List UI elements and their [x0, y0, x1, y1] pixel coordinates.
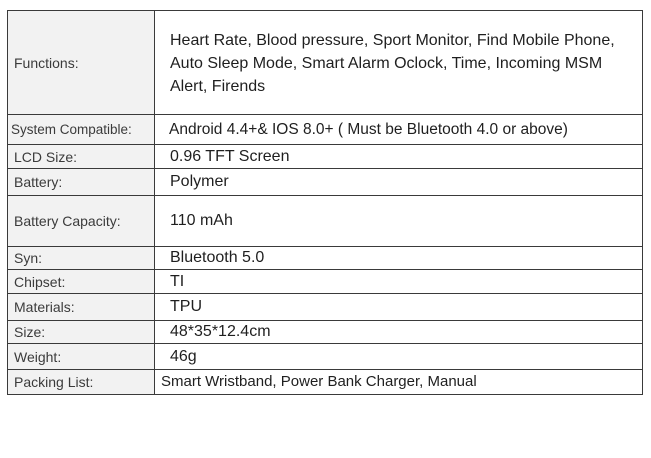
- spec-row-lcd-size: [8, 145, 643, 169]
- spec-label-functions: Functions:: [8, 11, 155, 115]
- spec-row-weight: [8, 344, 643, 370]
- spec-value-battery-capacity: 110 mAh: [155, 196, 643, 247]
- spec-row-materials: [8, 294, 643, 321]
- spec-row-chipset: [8, 270, 643, 294]
- spec-label-weight: Weight:: [8, 344, 155, 370]
- spec-label-size: Size:: [8, 321, 155, 344]
- spec-label-packing-list: Packing List:: [8, 370, 155, 395]
- spec-value-battery: Polymer: [155, 169, 643, 196]
- spec-label-chipset: Chipset:: [8, 270, 155, 294]
- spec-row-system-compatible: [8, 115, 643, 145]
- spec-row-battery: [8, 169, 643, 196]
- spec-value-weight: 46g: [155, 344, 643, 370]
- spec-value-packing-list: Smart Wristband, Power Bank Charger, Manual: [155, 370, 643, 395]
- spec-label-battery-capacity: Battery Capacity:: [8, 196, 155, 247]
- spec-label-materials: Materials:: [8, 294, 155, 321]
- spec-row-size: [8, 321, 643, 344]
- spec-label-system-compatible: System Compatible:: [8, 115, 155, 145]
- spec-table: [7, 10, 643, 395]
- spec-value-system-compatible: Android 4.4+& IOS 8.0+ ( Must be Bluetooth 4.0 or above): [155, 115, 643, 145]
- spec-value-functions: Heart Rate, Blood pressure, Sport Monitor, Find Mobile Phone, Auto Sleep Mode, Smart Alarm Oclock, Time, Incoming MSM Alert, Firends: [155, 11, 643, 115]
- spec-value-lcd-size: 0.96 TFT Screen: [155, 145, 643, 169]
- spec-row-battery-capacity: [8, 196, 643, 247]
- spec-label-syn: Syn:: [8, 247, 155, 270]
- spec-row-packing-list: [8, 370, 643, 395]
- spec-label-lcd-size: LCD Size:: [8, 145, 155, 169]
- spec-label-battery: Battery:: [8, 169, 155, 196]
- spec-row-functions: [8, 11, 643, 115]
- spec-row-syn: [8, 247, 643, 270]
- spec-value-size: 48*35*12.4cm: [155, 321, 643, 344]
- spec-value-chipset: TI: [155, 270, 643, 294]
- spec-value-materials: TPU: [155, 294, 643, 321]
- spec-value-syn: Bluetooth 5.0: [155, 247, 643, 270]
